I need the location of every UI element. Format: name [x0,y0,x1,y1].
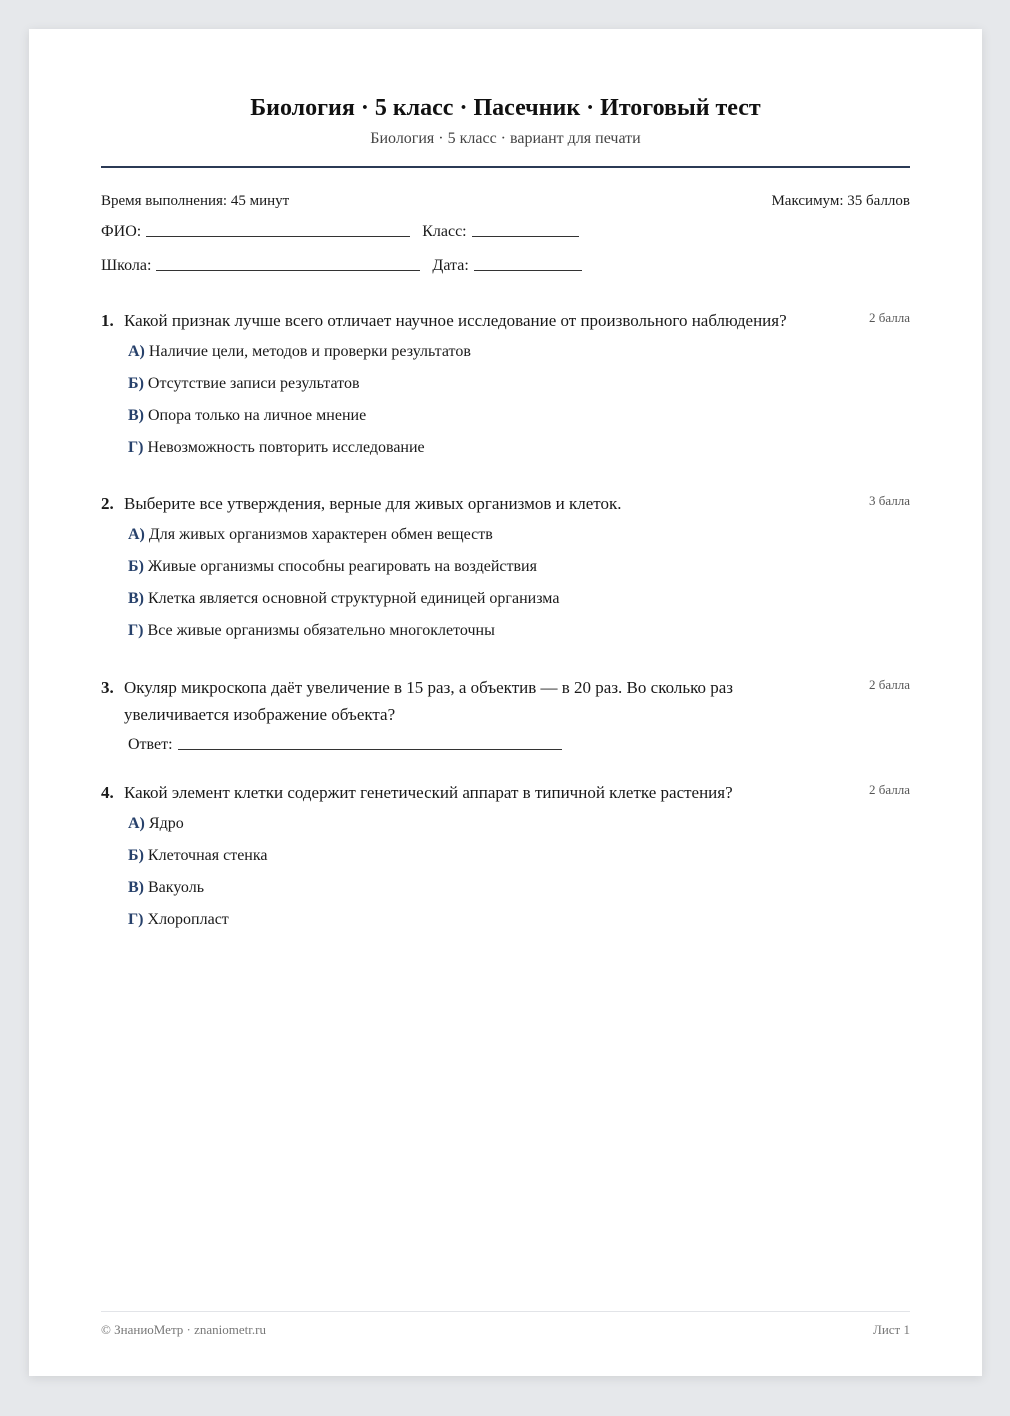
name-class-row [101,223,910,241]
school-label: Школа: [101,257,152,274]
options-list [101,814,910,930]
class-field[interactable] [472,235,579,237]
option-text: Клетка является основной структурной единицей организма [148,590,560,607]
school-date-row [101,257,910,275]
page-subtitle: Биология · 5 класс · вариант для печати [370,130,641,147]
question-text: Выберите все утверждения, верные для живых организмов и клеток. [124,494,622,513]
question-points: 2 балла [869,677,910,692]
question-number: 1. [101,311,114,330]
option-letter: А) [128,343,145,360]
question-4 [101,779,910,942]
option-text: Ядро [148,815,184,832]
answer-label: Ответ: [128,736,173,753]
option-text: Все живые организмы обязательно многоклеточны [147,622,495,639]
question-number: 4. [101,783,114,802]
option-letter: А) [128,815,145,832]
option-b[interactable] [128,557,910,577]
option-text: Вакуоль [148,879,204,896]
option-text: Хлоропласт [147,911,229,928]
option-b[interactable] [128,374,910,394]
class-label: Класс: [422,223,467,240]
option-g[interactable] [128,910,910,930]
option-text: Живые организмы способны реагировать на воздействия [147,558,537,575]
option-text: Наличие цели, методов и проверки результатов [148,343,471,360]
date-label: Дата: [432,257,469,274]
header-divider [101,166,910,168]
option-letter: Б) [128,375,144,392]
option-v[interactable] [128,589,910,609]
option-letter: Г) [128,439,144,456]
question-text: Какой признак лучше всего отличает научное исследование от произвольного наблюдения? [124,311,787,330]
option-text: Опора только на личное мнение [148,407,367,424]
question-3 [101,674,910,754]
option-g[interactable] [128,438,910,458]
question-points: 3 балла [869,493,910,508]
option-letter: Б) [128,847,144,864]
option-b[interactable] [128,846,910,866]
option-text: Отсутствие записи результатов [147,375,360,392]
options-list [101,525,910,641]
question-text: Какой элемент клетки содержит генетический аппарат в типичной клетке растения? [124,783,733,802]
option-a[interactable] [128,525,910,545]
meta-row [101,193,910,210]
question-text: Окуляр микроскопа даёт увеличение в 15 раз, а объектив — в 20 раз. Во сколько раз увеличивается изображение объекта? [124,678,734,724]
option-a[interactable] [128,342,910,362]
option-letter: Б) [128,558,144,575]
option-v[interactable] [128,406,910,426]
footer [101,1322,910,1338]
answer-field[interactable] [178,748,562,750]
question-number: 2. [101,494,114,513]
question-points: 2 балла [869,310,910,325]
max-score: Максимум: 35 баллов [771,193,910,209]
option-letter: А) [128,526,145,543]
footer-divider [101,1311,910,1312]
option-text: Невозможность повторить исследование [147,439,425,456]
option-v[interactable] [128,878,910,898]
option-letter: Г) [128,622,144,639]
footer-sheet-number: Лист 1 [873,1322,910,1337]
date-field[interactable] [474,269,582,271]
option-letter: В) [128,407,144,424]
option-a[interactable] [128,814,910,834]
test-sheet [29,29,982,1376]
question-1 [101,307,910,470]
answer-row [101,736,910,754]
name-label: ФИО: [101,223,142,240]
option-letter: В) [128,590,144,607]
question-number: 3. [101,678,114,697]
question-2 [101,490,910,653]
option-text: Клеточная стенка [147,847,268,864]
option-g[interactable] [128,621,910,641]
sheet-content [101,29,910,1376]
school-field[interactable] [156,269,420,271]
question-points: 2 балла [869,782,910,797]
footer-copyright: © ЗнаниоМетр · znaniometr.ru [101,1322,266,1337]
option-text: Для живых организмов характерен обмен веществ [148,526,493,543]
time-limit: Время выполнения: 45 минут [101,193,290,209]
name-field[interactable] [146,235,410,237]
option-letter: Г) [128,911,144,928]
option-letter: В) [128,879,144,896]
page-title: Биология · 5 класс · Пасечник · Итоговый тест [250,95,761,121]
options-list [101,342,910,458]
